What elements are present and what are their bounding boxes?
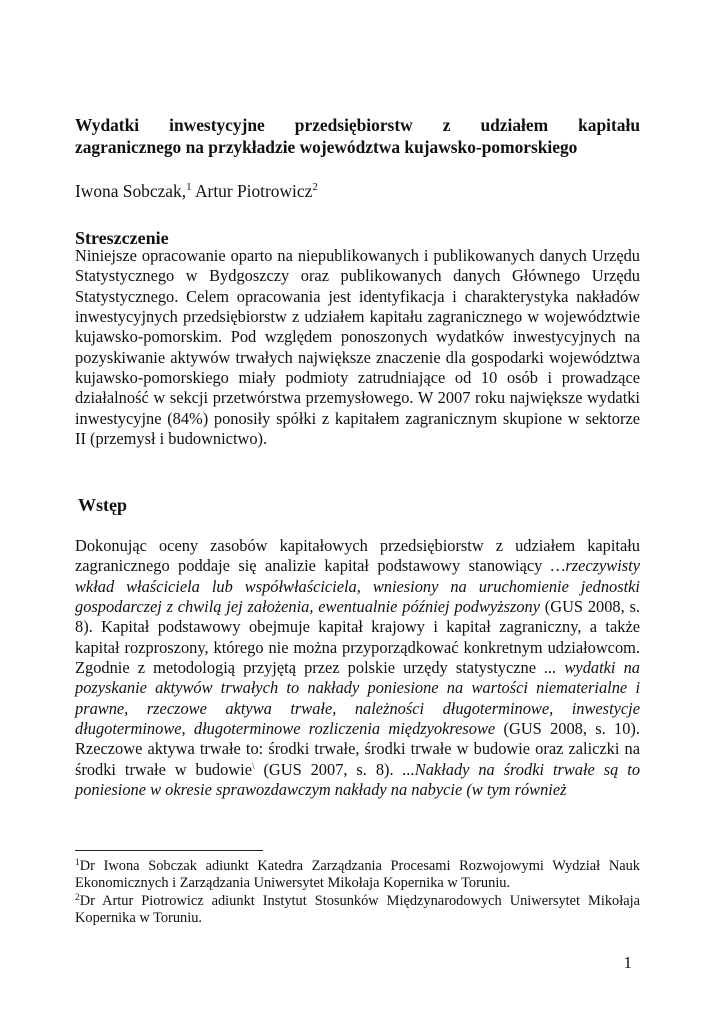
- page-number: 1: [623, 953, 632, 972]
- footnote: [75, 893, 640, 928]
- quotation: ... wydatki na pozyskanie aktywów trwałych to nakłady poniesione na wartości niematerialne i prawne, rzeczowe aktywa trwałe, należności długoterminowe, inwestycje długoterminowe, długoterminowe rozliczenia międzyokresowe: [75, 658, 640, 739]
- author-name: Iwona Sobczak,: [75, 181, 187, 201]
- quotation: ...Nakłady na środki trwałe są to poniesione w okresie sprawozdawczym nakłady na nabycie (w tym również: [75, 759, 641, 800]
- footnote-divider: [75, 850, 263, 851]
- body-text-run: Dokonując oceny zasobów kapitałowych przedsiębiorstw z udziałem kapitału zagranicznego poddaje się analizie kapitał podstawowy stanowiący: [75, 536, 640, 576]
- footnote-mark: 1: [186, 181, 192, 193]
- author-name: Artur Piotrowicz: [191, 181, 313, 201]
- body-text-run: (GUS 2007, s. 8).: [254, 759, 403, 779]
- footnote-mark: 2: [75, 892, 80, 903]
- abstract-text: Niniejsze opracowanie oparto na niepublikowanych i publikowanych danych Urzędu Statystycznego w Bydgoszczy oraz publikowanych danych Głównego Urzędu Statystycznego. Celem opracowania jest identyfikacja i charakterystyka nakładów inwestycyjnych przedsiębiorstw z udziałem kapitału zagranicznego w województwie kujawsko-pomorskim. Pod względem ponoszonych wydatków inwestycyjnych na pozyskiwanie aktywów trwałych największe znaczenie dla gospodarki województwa kujawsko-pomorskiego miały podmioty zatrudniające od 10 osób i prowadzące działalność w sekcji przetwórstwa przemysłowego. W 2007 roku największe wydatki inwestycyjne (84%) ponosiły spółki z kapitałem zagranicznym skupione w sektorze II (przemysł i budownictwo).: [75, 246, 640, 449]
- body-text-run: (GUS 2008, s. 10). Rzeczowe aktywa trwałe to: środki trwałe, środki trwałe w budowie oraz zaliczki na środki trwałe w budowie: [75, 719, 640, 779]
- footnotes: [75, 858, 640, 928]
- footnote-text: Dr Artur Piotrowicz adiunkt Instytut Stosunków Międzynarodowych Uniwersytet Mikołaja Kopernika w Toruniu.: [75, 892, 640, 927]
- footnote-mark: 1: [75, 858, 80, 868]
- footnote: [75, 858, 640, 893]
- intro-paragraph: [75, 536, 640, 800]
- intro-heading: Wstęp: [78, 495, 127, 515]
- paper-title: [75, 114, 640, 158]
- paper-title-line-1: Wydatki inwestycyjne przedsiębiorstw z udziałem kapitału: [75, 115, 640, 135]
- quotation: …rzeczywisty wkład właściciela lub współwłaściciela, wniesiony na uruchomienie jednostki gospodarczej z chwilą jej założenia, ewentualnie później podwyższony: [75, 556, 640, 617]
- paper-title-line-2: zagranicznego na przykładzie województwa kujawsko-pomorskiego: [75, 137, 578, 157]
- footnote-mark: \: [252, 760, 255, 771]
- author-list: [75, 180, 318, 202]
- footnote-mark: 2: [312, 181, 318, 193]
- footnote-text: Dr Iwona Sobczak adiunkt Katedra Zarządzania Procesami Rozwojowymi Wydział Nauk Ekonomicznych i Zarządzania Uniwersytet Mikołaja Kopernika w Toruniu.: [75, 858, 640, 892]
- abstract-heading: Streszczenie: [75, 228, 169, 248]
- body-text-run: (GUS 2008, s. 8). Kapitał podstawowy obejmuje kapitał krajowy i kapitał zagraniczny, a także kapitał rozproszony, którego nie można przyporządkować konkretnym udziałowcom. Zgodnie z metodologią przyjętą przez polskie urzędy statystyczne: [75, 597, 640, 678]
